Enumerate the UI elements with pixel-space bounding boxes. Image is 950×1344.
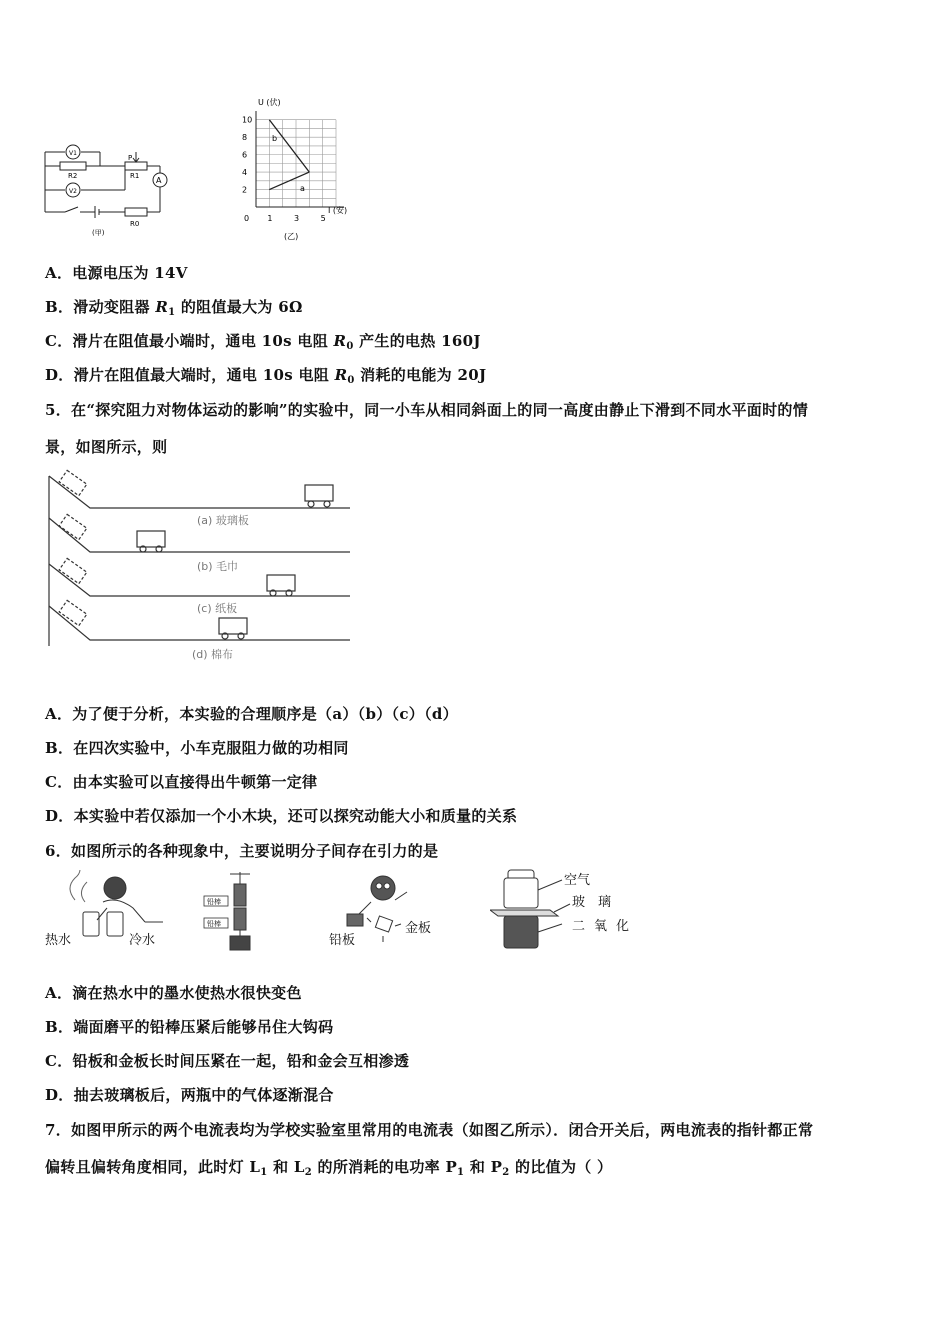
ui-graph-figure <box>232 95 352 245</box>
q6-stem: 6．如图所示的各种现象中，主要说明分子间存在引力的是 <box>45 842 439 860</box>
fig2-label-bottom: 铅棒 <box>207 920 221 928</box>
y-tick-label: 6 <box>242 150 248 160</box>
start-cart-c-icon <box>59 558 87 583</box>
q6-fig1-ink-water <box>45 870 165 952</box>
r1-label: R1 <box>130 172 140 180</box>
rheostat-r1-icon <box>125 162 147 170</box>
fig2-label-top: 铅棒 <box>207 898 221 906</box>
q6-option-c: C．铅板和金板长时间压紧在一起，铅和金会互相渗透 <box>45 1052 410 1070</box>
q6-fig4-gas-jars <box>490 866 640 952</box>
surface-a-label: (a) 玻璃板 <box>197 514 249 527</box>
surface-b-label: (b) 毛巾 <box>197 560 239 573</box>
x-tick-label: 3 <box>294 214 300 223</box>
switch-icon <box>65 207 78 212</box>
q5-ramp-figure <box>45 468 357 668</box>
q5-stem-line2: 景，如图所示，则 <box>45 438 168 456</box>
q5-option-b: B．在四次实验中，小车克服阻力做的功相同 <box>45 739 349 757</box>
cold-cup-icon <box>107 912 123 936</box>
y-axis-label: U (伏) <box>258 98 281 107</box>
p-label: P <box>128 154 133 162</box>
cart-c-icon <box>267 575 295 591</box>
fig1-label-hot: 热水 <box>45 933 72 948</box>
ammeter-label: A <box>156 176 162 185</box>
q4-option-a: A．电源电压为 14V <box>45 264 188 282</box>
graph-caption: (乙) <box>284 232 299 241</box>
fig4-label-glass-2: 璃 <box>598 895 612 910</box>
fig3-label-gold: 金板 <box>405 921 432 936</box>
x-tick-label: 1 <box>267 214 273 223</box>
q6-fig3-plates <box>325 870 445 952</box>
q5-option-d: D．本实验中若仅添加一个小木块，还可以探究动能大小和质量的关系 <box>45 807 518 825</box>
cart-b-icon <box>137 531 165 547</box>
y-tick-label: 4 <box>242 168 248 178</box>
q6-option-b: B．端面磨平的铅棒压紧后能够吊住大钩码 <box>45 1018 334 1036</box>
surface-c-label: (c) 纸板 <box>197 602 238 615</box>
q5-stem-line1: 5．在“探究阻力对物体运动的影响”的实验中，同一小车从相同斜面上的同一高度由静止下滑到不同水平面时的情 <box>45 401 808 419</box>
q7-stem-line2: 偏转且偏转角度相同，此时灯 $L_1$ 和 $L_2$ 的所消耗的电功率 $P_1$ 和 $P_2$ 的比值为（ ） <box>45 1158 613 1178</box>
circuit-figure <box>40 140 180 240</box>
fig4-label-co2-3: 化 <box>616 919 630 934</box>
start-cart-a-icon <box>59 470 87 495</box>
q5-option-a: A．为了便于分析，本实验的合理顺序是（a）（b）（c）（d） <box>45 705 458 723</box>
q5-option-c: C．由本实验可以直接得出牛顿第一定律 <box>45 773 318 791</box>
q4-option-b: B．滑动变阻器 $R_1$ 的阻值最大为 6Ω <box>45 298 303 318</box>
q6-fig2-lead-rods <box>200 870 280 952</box>
person-face-icon <box>371 876 395 900</box>
circuit-caption: (甲) <box>92 229 105 237</box>
line-a-label: a <box>300 184 305 193</box>
start-cart-b-icon <box>59 514 87 539</box>
lead-rod-bottom-icon <box>234 908 246 930</box>
y-tick-label: 2 <box>242 185 248 195</box>
y-tick-label: 10 <box>242 115 253 125</box>
person-head-icon <box>104 877 126 899</box>
fig4-label-co2-1: 二 <box>572 919 586 934</box>
cart-d-icon <box>219 618 247 634</box>
q4-option-c: C．滑片在阻值最小端时，通电 10s 电阻 $R_0$ 产生的电热 160J <box>45 332 481 352</box>
y-tick-label: 8 <box>242 133 248 143</box>
bottom-jar-icon <box>504 916 538 948</box>
x-tick-label: 0 <box>244 214 250 223</box>
v1-label: V1 <box>69 150 77 157</box>
fig1-label-cold: 冷水 <box>129 933 156 948</box>
hot-cup-icon <box>83 912 99 936</box>
top-jar-icon <box>504 878 538 908</box>
fig3-label-lead: 铅板 <box>329 933 356 948</box>
fig4-label-glass-1: 玻 <box>572 895 586 910</box>
q4-option-d: D．滑片在阻值最大端时，通电 10s 电阻 $R_0$ 消耗的电能为 20J <box>45 366 487 386</box>
gold-block-icon <box>375 916 392 932</box>
x-axis-label: I (安) <box>328 206 348 215</box>
weight-icon <box>230 936 250 950</box>
q6-option-a: A．滴在热水中的墨水使热水很快变色 <box>45 984 302 1002</box>
line-b-label: b <box>272 134 278 143</box>
glass-plate-icon <box>490 910 558 916</box>
lead-block-icon <box>347 914 363 926</box>
resistor-r2-icon <box>60 162 86 170</box>
start-cart-d-icon <box>59 600 87 625</box>
fig4-label-air: 空气 <box>564 873 591 888</box>
x-tick-label: 5 <box>320 214 326 223</box>
r0-label: R0 <box>130 220 140 228</box>
r2-label: R2 <box>68 172 78 180</box>
fig4-label-co2-2: 氧 <box>594 919 608 934</box>
v2-label: V2 <box>69 188 77 195</box>
cart-a-icon <box>305 485 333 501</box>
q6-option-d: D．抽去玻璃板后，两瓶中的气体逐渐混合 <box>45 1086 334 1104</box>
surface-d-label: (d) 棉布 <box>192 648 234 661</box>
q7-stem-line1: 7．如图甲所示的两个电流表均为学校实验室里常用的电流表（如图乙所示）．闭合开关后，两电流表的指针都正常 <box>45 1121 814 1139</box>
lead-rod-top-icon <box>234 884 246 906</box>
resistor-r0-icon <box>125 208 147 216</box>
